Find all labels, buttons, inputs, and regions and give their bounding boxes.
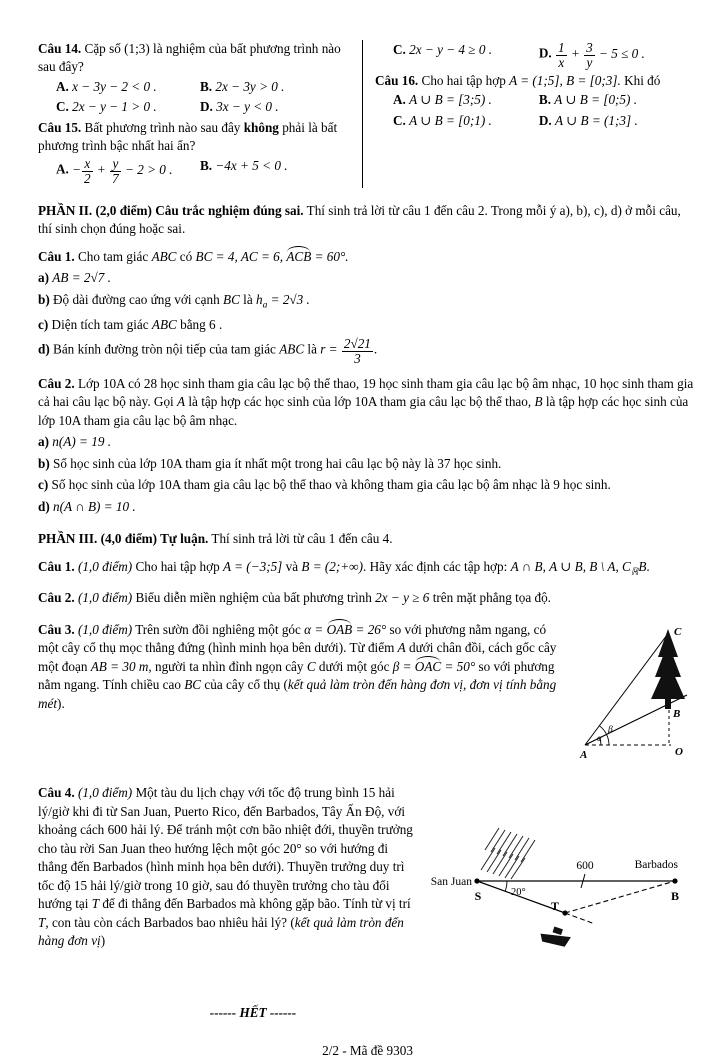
question-stem: Cho hai tập hợp <box>132 558 223 574</box>
heading-extension-dashed <box>565 913 595 924</box>
option-text: 2x − y − 4 ≥ 0 . <box>409 42 493 57</box>
math-expression: 2x − y ≥ 6 <box>375 589 430 605</box>
option-b <box>200 78 356 96</box>
point-label-o: O <box>675 746 683 758</box>
option-key: B. <box>200 157 213 173</box>
item-text: . <box>215 316 223 332</box>
question-label: Câu 1. <box>38 248 75 264</box>
option-text <box>555 40 645 70</box>
question-16 <box>375 72 697 130</box>
option-c <box>393 41 539 70</box>
point-label-a: A <box>580 749 588 761</box>
item-text: là <box>239 291 256 307</box>
question-label: Câu 2. <box>38 589 75 605</box>
math-tail: − 5 ≤ 0 . <box>595 45 645 61</box>
san-juan-label: San Juan <box>430 876 472 889</box>
question-label: Câu 14. <box>38 41 82 56</box>
point-name: C <box>306 658 316 674</box>
option-text: A ∪ B = [0;5) . <box>554 92 638 108</box>
question-14 <box>38 40 356 117</box>
option-c <box>393 112 539 130</box>
question-16-text <box>375 72 697 90</box>
note-italic: kết quả làm tròn đến hàng đơn vị <box>38 914 404 949</box>
item-label: b) <box>38 455 50 471</box>
question-stem: Cho tam giác <box>77 248 152 264</box>
item-text: Số học sinh của lớp 10A tham gia ít nhất một trong hai câu lạc bộ này là 37 học sinh. <box>53 455 502 471</box>
option-b <box>200 157 356 186</box>
question-15-options-ab <box>38 157 356 186</box>
option-text: −4x + 5 < 0 . <box>215 157 288 173</box>
variable: h <box>256 291 263 307</box>
fraction <box>342 337 373 366</box>
math-expression: β = <box>392 658 415 674</box>
math-operator: + <box>96 161 106 177</box>
option-key: C. <box>56 99 69 115</box>
question-stem: có <box>176 248 196 264</box>
item-b <box>38 455 697 473</box>
question-stem: so với phương nằm ngang. Tính chiều cao <box>38 658 555 693</box>
option-text: A ∪ B = [0;1) . <box>409 112 492 128</box>
part3-heading-bold: PHẦN III. (4,0 điểm) Tự luận. <box>38 531 209 547</box>
ship-route-diagram <box>425 824 697 974</box>
end-of-exam-marker: ------ HẾT ------ <box>209 1004 297 1020</box>
math-expression: α = <box>304 622 327 637</box>
part3-heading-rest: Thí sinh trả lời từ câu 1 đến câu 4. <box>208 531 393 547</box>
question-points: (1,0 điểm) <box>77 589 133 605</box>
math-expression: BC = 4, AC = 6, <box>195 248 287 264</box>
separator: , <box>615 558 623 574</box>
question-points: (1,0 điểm) <box>77 785 133 801</box>
question-stem: , con tàu còn cách Barbados bao nhiêu hải lý? ( <box>45 914 295 930</box>
item-c <box>38 316 697 334</box>
option-key: B. <box>538 92 551 108</box>
fraction <box>82 157 93 186</box>
point-label-c: C <box>674 626 682 638</box>
option-key: C. <box>393 112 406 128</box>
point-label-s: S <box>474 889 482 904</box>
question-stem: Biểu diễn miền nghiệm của bất phương trình <box>132 589 376 605</box>
angle-arc <box>505 881 507 891</box>
question-stem: của cây cổ thụ ( <box>201 677 288 693</box>
option-key: C. <box>393 42 406 57</box>
question-14-options <box>38 78 356 117</box>
question-text <box>38 589 697 607</box>
question-points: (1,0 điểm) <box>77 622 133 637</box>
item-text: Diện tích tam giác <box>51 316 152 332</box>
item-text: bằng <box>176 316 210 332</box>
option-key: A. <box>56 161 69 177</box>
alpha-label: α <box>597 734 602 744</box>
fraction-denominator: x <box>558 54 565 70</box>
question-stem: . Hãy xác định các tập hợp: <box>362 558 511 574</box>
option-b <box>539 91 697 109</box>
item-text: Bán kính đường tròn nội tiếp của tam giác <box>53 341 280 357</box>
math-lead: − <box>72 161 82 177</box>
part2-heading-bold: PHẦN II. (2,0 điểm) Câu trắc nghiệm đúng sai. <box>38 202 304 218</box>
part2-question-1 <box>38 248 697 366</box>
math-expression: r = <box>320 341 341 357</box>
item-d <box>38 498 697 516</box>
item-a <box>38 433 697 451</box>
option-key: D. <box>200 99 213 115</box>
question-stem: Cho hai tập hợp <box>421 72 510 88</box>
item-text: AB = 2√7 . <box>52 270 111 286</box>
question-stem: để đi thẳng đến Barbados mà không gặp bão. Tính từ vị trí <box>99 896 411 912</box>
complement-base: C <box>622 558 631 574</box>
question-stem: là tập hợp các học sinh của lớp 10A tham gia câu lạc bộ thể thao, <box>185 394 535 410</box>
math-expression <box>256 291 310 311</box>
math-expression: BC <box>184 677 202 693</box>
tree-figure <box>579 621 697 766</box>
question-text <box>38 375 697 430</box>
option-a <box>56 157 200 186</box>
question-stem: Khi đó <box>620 72 661 88</box>
angle-hat-notation: ACB <box>286 248 311 266</box>
item-d <box>38 337 697 366</box>
math-expression: ABC <box>151 248 177 264</box>
fraction-denominator: y <box>586 54 593 70</box>
fraction-denominator: 2 <box>84 170 91 186</box>
item-label: a) <box>38 270 49 286</box>
fraction-numerator: x <box>82 157 93 172</box>
part2-question-2 <box>38 375 697 516</box>
option-key: A. <box>56 78 69 94</box>
option-a <box>56 78 200 96</box>
angle-hat-notation: OAB <box>327 621 353 639</box>
question-stem: Trên sườn đồi nghiêng một góc <box>132 622 305 637</box>
part2-heading-rest: Thí sinh trả lời từ câu 1 đến câu 2. Trong mỗi ý a), b), c), d) ở mỗi câu, thí sinh chọn đúng hoặc sai. <box>38 202 681 237</box>
distance-label: 600 <box>576 860 594 873</box>
point-label-b: B <box>673 708 681 720</box>
question-stem: , người ta nhìn đỉnh ngọn cây <box>148 658 307 674</box>
item-b <box>38 291 697 313</box>
question-15-options-cd <box>375 41 697 70</box>
math-operator: + <box>570 45 580 61</box>
tree-diagram <box>579 621 697 761</box>
question-label: Câu 1. <box>38 558 75 574</box>
option-text: A ∪ B = (1;3] . <box>555 112 638 128</box>
ship-figure <box>425 824 697 979</box>
question-stem: Lớp 10A có 28 học sinh tham gia câu lạc bộ thể thao, 19 học sinh tham gia câu lạc bộ âm nhạc, 10 học sinh tham gia cả hai câu lạc bộ này. Gọi <box>38 375 694 410</box>
question-stem: phải là bất phương trình bậc nhất hai ẩn? <box>38 119 338 154</box>
part3-question-1 <box>38 558 697 580</box>
emphasized-word: không <box>243 119 279 135</box>
storm-hatching-icon <box>481 828 535 879</box>
math-tail: − 2 > 0 . <box>121 161 173 177</box>
value: 6 <box>209 316 216 332</box>
question-stem: dưới một góc <box>315 658 393 674</box>
option-key: B. <box>200 78 213 94</box>
math-tail: = 2√3 . <box>267 291 310 307</box>
math-expression: = 26° <box>352 622 387 637</box>
point-t-dot <box>562 911 567 916</box>
variable-subscript: a <box>262 300 268 311</box>
math-expression: AB = 30 m <box>90 658 149 674</box>
question-stem: ) <box>100 933 106 949</box>
pine-tree-icon <box>651 629 685 709</box>
item-label: b) <box>38 291 50 307</box>
question-label: Câu 3. <box>38 622 75 637</box>
item-label: d) <box>38 498 50 514</box>
part2-heading <box>38 202 697 239</box>
math-expression: A = (1;5], B = [0;3]. <box>509 72 621 88</box>
point-label-b: B <box>670 889 680 904</box>
option-text: 2x − 3y > 0 . <box>215 78 285 94</box>
question-14-text <box>38 40 356 77</box>
separator: , <box>542 558 550 574</box>
question-points: (1,0 điểm) <box>77 558 133 574</box>
fraction <box>584 41 595 70</box>
item-c <box>38 476 697 494</box>
barbados-label: Barbados <box>634 859 678 872</box>
fraction-numerator: 1 <box>558 40 565 55</box>
fraction <box>110 157 121 186</box>
separator: , <box>582 558 590 574</box>
question-stem: dưới chân đồi, cách gốc cây một đoạn <box>38 640 557 674</box>
math-expression: A <box>177 394 186 410</box>
item-text: n(A) = 19 . <box>52 434 112 450</box>
math-expression: A ∪ B <box>549 558 583 574</box>
part3-question-4 <box>38 784 697 983</box>
question-stem: so với phương nằm ngang, có một cây cổ thụ mọc thẳng đứng (hình minh họa bên dưới). Từ điểm <box>38 622 547 656</box>
option-text <box>72 155 173 186</box>
math-expression: ABC <box>279 341 305 357</box>
option-d <box>539 41 697 70</box>
math-expression: B \ A <box>589 558 616 574</box>
option-text: 2x − y − 1 > 0 . <box>72 99 157 115</box>
item-text: n(A ∩ B) = 10 . <box>53 498 136 514</box>
math-expression: A = (−3;5] <box>223 558 283 574</box>
mcq-right-column <box>363 40 697 188</box>
question-16-options <box>375 91 697 130</box>
question-stem: . <box>646 558 650 574</box>
option-key: D. <box>538 112 552 128</box>
page-footer: 2/2 - Mã đề 9303 <box>322 1043 413 1059</box>
math-expression: B <box>534 394 543 410</box>
fraction-denominator: 3 <box>354 350 361 366</box>
fraction-numerator: 3 <box>586 40 593 55</box>
boat-icon <box>538 924 572 950</box>
mcq-left-column <box>38 40 362 188</box>
point-name: T <box>91 896 100 912</box>
option-text: 3x − y < 0 . <box>216 99 279 115</box>
item-label: d) <box>38 341 50 357</box>
question-text <box>38 248 697 266</box>
math-expression: ABC <box>151 316 177 332</box>
angle-label: 20° <box>511 887 526 899</box>
question-label: Câu 2. <box>38 375 75 391</box>
point-name: A <box>397 640 406 656</box>
item-label: c) <box>38 477 49 493</box>
question-stem: Cặp số (1;3) là nghiệm của bất phương trình nào sau đây? <box>38 41 341 75</box>
point-s-dot <box>474 879 479 884</box>
math-expression: BC <box>223 291 240 307</box>
note-italic: kết quả làm tròn đến hàng đơn vị, đơn vị tính bằng mét <box>38 677 557 711</box>
question-label: Câu 15. <box>38 119 82 135</box>
item-a <box>38 269 697 287</box>
math-expression: A ∩ B <box>510 558 543 574</box>
question-stem: Một tàu du lịch chạy với tốc độ trung bình 15 hải lý/giờ khi đi từ San Juan, Puerto Rico, đến Barbados, Tây Ấn Độ, với khoảng cách 600 hải lý. Để tránh một cơn bão nhiệt đới, thuyền trưởng cho tàu rời San Juan theo hướng lệch một góc 20° so với hướng đi thẳng đến Barbados (hình minh họa bên dưới). Thuyền trưởng duy trì tốc độ 15 hải lý/giờ trong 10 giờ, sau đó thuyền trưởng cho tàu đổi hướng tại <box>38 785 413 912</box>
question-text <box>38 558 697 580</box>
question-stem: trên mặt phẳng tọa độ. <box>429 589 551 605</box>
option-a <box>393 91 539 109</box>
point-b-dot <box>672 879 677 884</box>
question-stem: ). <box>57 695 65 711</box>
fraction-numerator: 2√21 <box>343 335 371 351</box>
part3-heading <box>38 530 697 548</box>
question-label: Câu 4. <box>38 785 75 801</box>
fraction <box>556 41 567 70</box>
fraction-numerator: y <box>110 157 121 172</box>
sight-line <box>585 635 667 745</box>
option-text: x − 3y − 2 < 0 . <box>72 78 157 94</box>
item-text: là <box>304 341 321 357</box>
option-d <box>200 98 356 116</box>
question-15-text <box>38 119 356 156</box>
point-name: T <box>38 914 46 930</box>
mcq-columns <box>38 40 697 188</box>
complement-set-notation <box>622 558 647 578</box>
option-d <box>539 112 697 130</box>
part3-question-2 <box>38 589 697 607</box>
question-label: Câu 16. <box>375 72 419 88</box>
point-label-t: T <box>550 899 559 914</box>
option-key: D. <box>538 45 552 61</box>
item-text: . <box>373 341 378 357</box>
item-label: a) <box>38 434 49 450</box>
option-text: A ∪ B = [3;5) . <box>409 92 492 108</box>
option-c <box>56 98 200 116</box>
question-stem: Bất phương trình nào sau đây <box>84 119 244 135</box>
part3-question-3 <box>38 621 697 768</box>
math-expression: B = (2;+∞) <box>301 558 363 574</box>
complement-subscript: ℝ <box>630 567 639 578</box>
item-text: Độ dài đường cao ứng với cạnh <box>53 291 224 307</box>
item-label: c) <box>38 316 49 332</box>
option-key: A. <box>393 92 406 108</box>
fraction-denominator: 7 <box>112 170 119 186</box>
item-text: Số học sinh của lớp 10A tham gia câu lạc bộ thể thao và không tham gia câu lạc bộ âm nhạc là 9 học sinh. <box>51 477 611 493</box>
question-stem: là tập hợp các học sinh của lớp 10A tham gia câu lạc bộ âm nhạc. <box>38 394 689 428</box>
question-stem: và <box>282 558 302 574</box>
complement-argument: B <box>638 558 647 574</box>
angle-hat-notation: OAC <box>415 658 441 676</box>
beta-label: β <box>608 725 613 735</box>
question-15 <box>38 119 356 186</box>
math-expression: = 50° <box>441 658 476 674</box>
math-expression: = 60°. <box>311 248 349 264</box>
